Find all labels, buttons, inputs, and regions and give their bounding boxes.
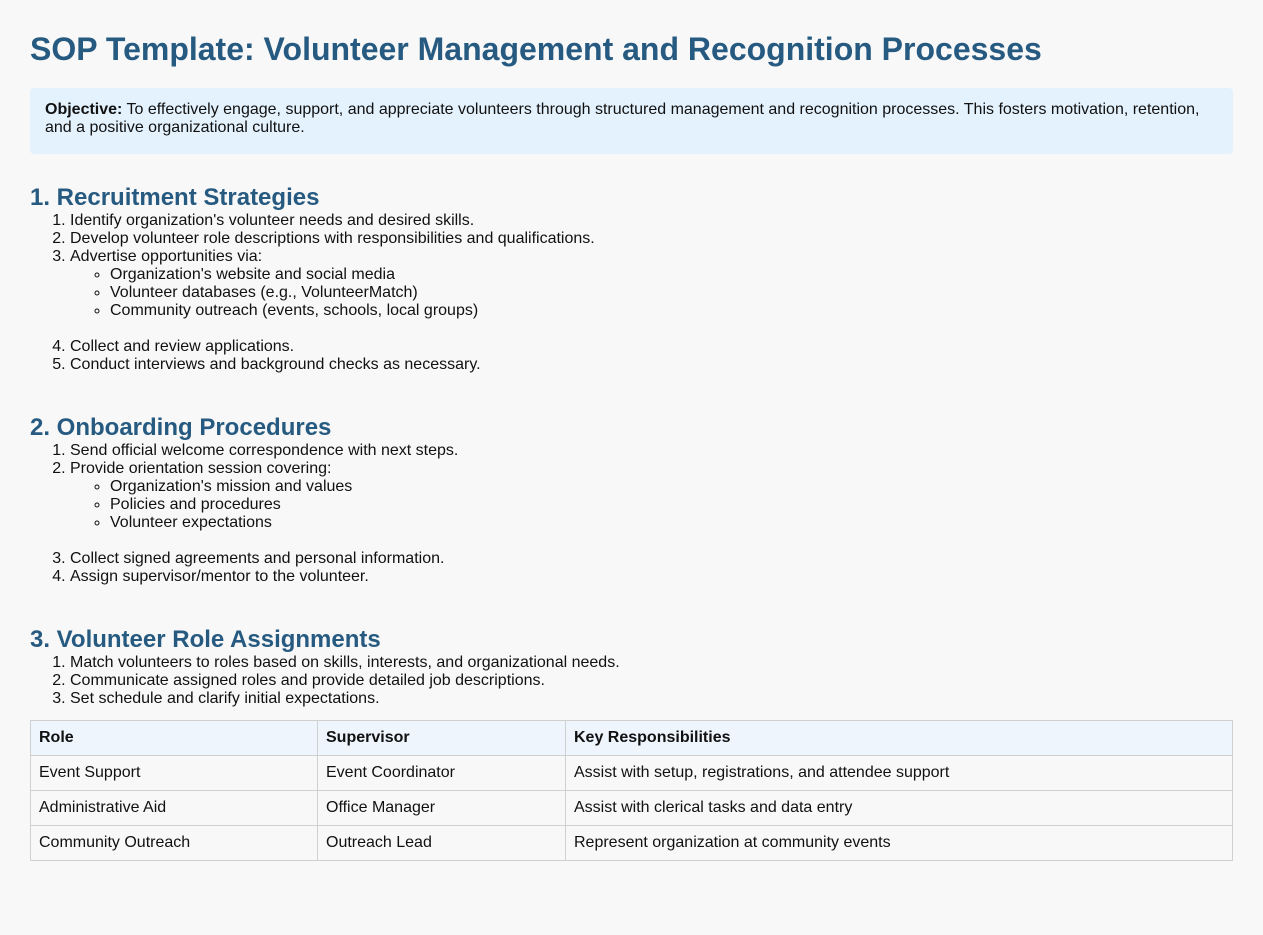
sub-list-item: ◦ Organization's website and social media (110, 266, 1233, 284)
list-item (70, 248, 1233, 320)
table-row (31, 791, 1233, 826)
objective-box (30, 88, 1233, 154)
sub-list-item: ◦ Organization's mission and values (110, 478, 1233, 496)
list-item-text: Identify organization's volunteer needs and desired skills. (70, 212, 475, 229)
list-item-text: Match volunteers to roles based on skills, interests, and organizational needs. (70, 654, 620, 671)
table-cell: Assist with clerical tasks and data entry (566, 791, 1233, 826)
table-cell: Office Manager (318, 791, 566, 826)
list-item (70, 338, 1233, 356)
table-cell: Event Support (31, 756, 318, 791)
role-assignment-steps (30, 654, 1233, 708)
column-header-responsibilities: Key Responsibilities (566, 721, 1233, 756)
column-header-role: Role (31, 721, 318, 756)
list-item-text: Advertise opportunities via: (70, 248, 263, 265)
roles-table (30, 720, 1233, 861)
list-item (70, 460, 1233, 532)
table-row (31, 756, 1233, 791)
objective-text: To effectively engage, support, and appreciate volunteers through structured management and recognition processes. This fosters motivation, retention, and a positive organizational culture. (45, 101, 1200, 136)
list-item-text: Assign supervisor/mentor to the volunteer. (70, 568, 369, 585)
list-item (70, 690, 1233, 708)
list-item-text: Send official welcome correspondence with next steps. (70, 442, 459, 459)
onboarding-steps (30, 442, 1233, 586)
sub-list (70, 478, 1233, 532)
list-item (70, 550, 1233, 568)
list-item (70, 654, 1233, 672)
table-cell: Outreach Lead (318, 826, 566, 861)
list-item-text: Communicate assigned roles and provide detailed job descriptions. (70, 672, 545, 689)
sub-list-item: ◦ Volunteer expectations (110, 514, 1233, 532)
table-row (31, 826, 1233, 861)
list-item-text: Conduct interviews and background checks as necessary. (70, 356, 481, 373)
table-cell: Administrative Aid (31, 791, 318, 826)
list-item (70, 212, 1233, 230)
objective-label: Objective: (45, 101, 123, 118)
sub-list-item: ◦ Policies and procedures (110, 496, 1233, 514)
sub-list (70, 266, 1233, 320)
table-cell: Community Outreach (31, 826, 318, 861)
list-item (70, 672, 1233, 690)
list-item-text: Collect signed agreements and personal information. (70, 550, 445, 567)
column-header-supervisor: Supervisor (318, 721, 566, 756)
list-item-text: Set schedule and clarify initial expectations. (70, 690, 380, 707)
list-item-text: Collect and review applications. (70, 338, 295, 355)
table-cell: Represent organization at community events (566, 826, 1233, 861)
list-item (70, 230, 1233, 248)
list-item-text: Develop volunteer role descriptions with responsibilities and qualifications. (70, 230, 595, 247)
page-title: SOP Template: Volunteer Management and Recognition Processes (30, 31, 1042, 67)
sub-list-item: ◦ Volunteer databases (e.g., VolunteerMatch) (110, 284, 1233, 302)
list-item (70, 356, 1233, 374)
recruitment-steps (30, 212, 1233, 374)
table-cell: Assist with setup, registrations, and attendee support (566, 756, 1233, 791)
section-heading-role-assignments: 3. Volunteer Role Assignments (30, 626, 381, 653)
list-item-text: Provide orientation session covering: (70, 460, 332, 477)
list-item (70, 442, 1233, 460)
section-heading-onboarding: 2. Onboarding Procedures (30, 414, 332, 441)
table-cell: Event Coordinator (318, 756, 566, 791)
table-header-row (31, 721, 1233, 756)
list-item (70, 568, 1233, 586)
section-heading-recruitment: 1. Recruitment Strategies (30, 184, 320, 211)
sub-list-item: ◦ Community outreach (events, schools, local groups) (110, 302, 1233, 320)
